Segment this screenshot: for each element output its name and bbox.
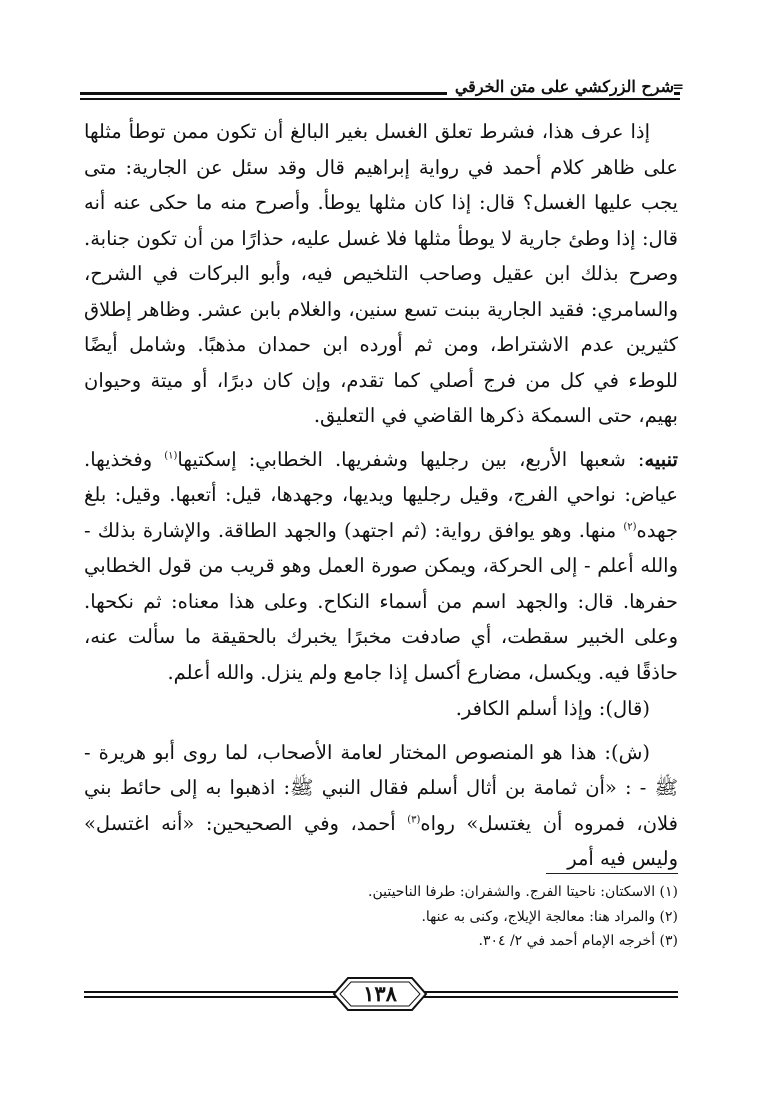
footnote-2: (٢) والمراد هنا: معالجة الإيلاج، وكنى به عنها. xyxy=(421,908,678,925)
page-footer xyxy=(84,975,678,1015)
header-marker: = xyxy=(672,79,684,95)
paragraph-intro: إذا عرف هذا، فشرط تعلق الغسل بغير البالغ أن تكون ممن توطأ مثلها على ظاهر كلام أحمد في رواية إبراهيم قال وقد سئل عن الجارية: متى يجب عليها الغسل؟ قال: إذا كان مثلها يوطأ. وأصرح منه ما حكى عنه أنه قال: إذا وطئ جارية لا يوطأ مثلها فلا غسل عليه، حذارًا من أن تكون جنابة. وصرح بذلك ابن عقيل وصاحب التلخيص فيه، وأبو البركات في الشرح، والسامري: فقيد الجارية ببنت تسع سنين، والغلام بابن عشر. وظاهر إطلاق كثيرين عدم الاشتراط، ومن ثم أورده ابن حمدان مذهبًا. وشامل أيضًا للوطء في كل من فرج أصلي كما تقدم، وإن كان دبرًا، أو ميتة وحيوان بهيم، حتى السمكة ذكرها القاضي في التعليق. xyxy=(84,120,678,427)
paragraph-sharh xyxy=(84,735,678,877)
sharh-text-1: (ش): هذا هو المنصوص المختار لعامة الأصحاب، لما روى أبو هريرة - ﷺ - : «أن ثمامة بن أثال أسلم فقال النبي ﷺ: اذهبوا به إلى حائط بني فلان، فمروه أن يغتسل» رواه xyxy=(84,740,679,835)
footnote-ref-3[interactable]: (٣) xyxy=(407,814,421,825)
footnote-ref-1[interactable]: (١) xyxy=(164,450,178,461)
tanbih-text-2: وفخذيها. عياض: نواحي الفرج، وقيل رجليها ويديها، وجهدها، قيل: أتعبها. وقيل: بلغ جهده xyxy=(84,447,678,542)
footnotes xyxy=(84,880,678,954)
footnote-3: (٣) أخرجه الإمام أحمد في ٢/ ٣٠٤. xyxy=(478,933,678,949)
page-number-badge xyxy=(320,975,440,1013)
running-header xyxy=(80,74,684,104)
sharh-text-2: أحمد، وفي الصحيحين: «أنه اغتسل» وليس فيه أمر xyxy=(84,811,678,870)
paragraph-qala: (قال): وإذا أسلم الكافر. xyxy=(455,697,650,720)
header-rule-thin xyxy=(80,98,680,100)
footnote-ref-2[interactable]: (٢) xyxy=(623,521,637,532)
header-title: شرح الزركشي على متن الخرقي xyxy=(447,77,674,96)
tanbih-heading: تنبيه xyxy=(644,447,678,471)
page-number: ١٣٨ xyxy=(363,981,397,1006)
tanbih-text-1: : شعبها الأربع، بين رجليها وشفريها. الخطابي: إسكتيها xyxy=(177,447,645,471)
main-text xyxy=(84,114,678,877)
tanbih-text-3: منها. وهو يوافق رواية: (ثم اجتهد) والجهد الطاقة. والإشارة بذلك - والله أعلم - إلى الحركة، ويمكن صورة العمل وهو قريب من قول الخطابي حفرها. قال: والجهد اسم من أسماء النكاح. وعلى هذا معناه: ثم نكحها. وعلى الخبير سقطت، أي صادفت مخبرًا يخبرك بالحقيقة ما سألت عنه، حاذقًا فيه. ويكسل، مضارع أكسل إذا جامع ولم ينزل. والله أعلم. xyxy=(84,518,678,684)
footnote-1: (١) الاسكتان: ناحيتا الفرج. والشفران: طرفا الناحيتين. xyxy=(368,884,678,900)
paragraph-tanbih xyxy=(84,442,678,691)
footnote-separator xyxy=(546,873,678,874)
